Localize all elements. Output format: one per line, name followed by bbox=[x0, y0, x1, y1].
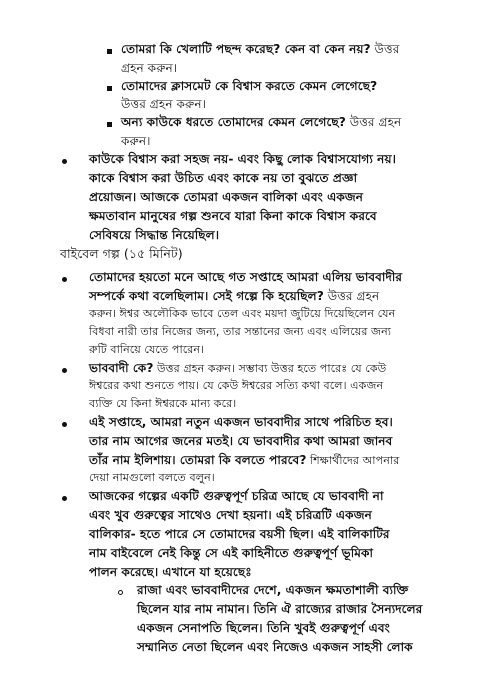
story-1-question: সম্পর্কে কথা বলেছিলাম। সেই গল্পে কি হয়েছিল? bbox=[89, 289, 324, 303]
question-1-line-2: গ্রহন করুন। bbox=[121, 61, 178, 75]
story-3-line-4: দেয়া নামগুলো বলতে বলুন। bbox=[89, 471, 215, 484]
story-3-instruction: শিক্ষার্থীদের আপনার bbox=[306, 454, 400, 467]
round-bullet-icon bbox=[62, 159, 67, 164]
story-1-line-4: বিধবা নারী তার নিজের জন্য, তার সন্তানের জন্য এবং এলিয়ের জন্য bbox=[89, 325, 391, 338]
story-2-instruction: উত্তর গ্রহন করুন। সম্ভাব্য উত্তর হতে পারেঃ যে কেউ bbox=[153, 362, 387, 375]
story-1-line-1: তোমাদের হয়তো মনে আছে গত সপ্তাহে আমরা এলিয় ভাববাদীর bbox=[89, 270, 403, 284]
story-3-line-3 bbox=[89, 451, 399, 470]
story-4-line-5: পালন করেছে। এখানে যা হয়েছেঃ bbox=[89, 565, 252, 579]
story-1-line-3: করুন। ঈশ্বর অলৌকিক ভাবে তেল এবং ময়দা জুটিয়ে দিয়েছিলেন যেন bbox=[89, 307, 396, 320]
story-4-line-4: নাম বাইবেলে নেই কিন্তু সে এই কাহিনীতে গুরুত্বপূর্ণ ভূমিকা bbox=[89, 546, 374, 560]
question-1-instruction: উত্তর bbox=[370, 42, 400, 56]
question-3-instruction: উত্তর গ্রহন bbox=[345, 115, 402, 129]
sub-line-4: সম্মানিত নেতা ছিলেন এবং নিজেও একজন সাহসী লোক bbox=[137, 640, 413, 654]
story-4-line-2: এবং খুব গুরুত্বের সাথেও দেখা হয়না। এই চরিত্রটি একজন bbox=[89, 508, 372, 522]
circle-bullet-icon bbox=[118, 590, 123, 595]
sub-line-3: একজন সেনাপতি ছিলেন। তিনি খুবই গুরুত্বপূর্ণ এবং bbox=[137, 621, 390, 635]
trust-line-2: কাকে বিশ্বাস করা উচিত এবং কাকে নয় তা বুঝতে প্রজ্ঞা bbox=[89, 171, 358, 185]
question-2-line-1 bbox=[121, 77, 377, 95]
question-1-line-1 bbox=[121, 40, 399, 58]
story-3-line-2: তার নাম আগের জনের মতই। যে ভাববাদীর কথা আমরা জানব bbox=[89, 434, 393, 448]
story-2-line-2: ঈশ্বরের কথা শুনতে পায়। যে কেউ ঈশ্বরের সত্যি কথা বলে। একজন bbox=[89, 379, 384, 392]
story-1-line-2 bbox=[89, 287, 379, 305]
story-2-line-3: ব্যক্তি যে কিনা ঈশ্বরকে মান্য করে। bbox=[89, 397, 237, 410]
story-4-line-3: বালিকার- হতে পারে সে তোমাদের বয়সী ছিল। এই বালিকাটির bbox=[89, 527, 390, 541]
square-bullet-icon bbox=[107, 86, 112, 91]
sub-line-2: ছিলেন যার নাম নামান। তিনি ঐ রাজ্যের রাজার সৈন্যদলের bbox=[137, 602, 423, 616]
round-bullet-icon bbox=[62, 277, 67, 282]
story-3-line-1: এই সপ্তাহে, আমরা নতুন একজন ভাববাদীর সাথে পরিচিত হব। bbox=[89, 415, 393, 429]
story-4-line-1: আজকের গল্পের একটি গুরুত্বপূর্ণ চরিত্র আছে যে ভাববাদী না bbox=[89, 489, 384, 503]
story-1-line-5: রুটি বানিয়ে যেতে পারেন। bbox=[89, 343, 205, 356]
question-3-text: অন্য কাউকে ধরতে তোমাদের কেমন লেগেছে? bbox=[121, 115, 346, 129]
sub-line-1: রাজা এবং ভাববাদীদের দেশে, একজন ক্ষমতাশালী ব্যক্তি bbox=[137, 583, 409, 597]
story-1-instruction: উত্তর গ্রহন bbox=[323, 289, 380, 303]
question-3-line-1 bbox=[121, 113, 401, 131]
trust-line-4: ক্ষমতাবান মানুষের গল্প শুনবে যারা কিনা কাকে বিশ্বাস করবে bbox=[89, 209, 377, 223]
square-bullet-icon bbox=[107, 49, 112, 54]
question-2-line-2: উত্তর গ্রহন করুন। bbox=[121, 97, 206, 111]
story-3-question: তাঁর নাম ইলিশায়। তোমরা কি বলতে পারবে? bbox=[89, 453, 307, 467]
square-bullet-icon bbox=[107, 122, 112, 127]
question-1-text: তোমরা কি খেলাটি পছন্দ করেছ? কেন বা কেন নয়? bbox=[121, 42, 371, 56]
question-3-line-2: করুন। bbox=[121, 134, 151, 148]
trust-line-1: কাউকে বিশ্বাস করা সহজ নয়- এবং কিছু লোক বিশ্বাসযোগ্য নয়। bbox=[89, 152, 396, 166]
round-bullet-icon bbox=[62, 496, 67, 501]
story-2-question: ভাববাদী কে? bbox=[89, 361, 154, 375]
trust-line-3: প্রয়োজন। আজকে তোমরা একজন বালিকা এবং একজন bbox=[89, 190, 364, 204]
round-bullet-icon bbox=[62, 422, 67, 427]
round-bullet-icon bbox=[62, 368, 67, 373]
section-heading: বাইবেল গল্প (১৫ মিনিট) bbox=[60, 246, 183, 261]
question-2-text: তোমাদের ক্লাসমেট কে বিশ্বাস করতে কেমন লেগেছে? bbox=[121, 79, 378, 93]
story-2-line-1 bbox=[89, 359, 386, 378]
trust-line-5: সেবিষয়ে সিদ্ধান্ত নিয়েছিল। bbox=[89, 228, 220, 242]
